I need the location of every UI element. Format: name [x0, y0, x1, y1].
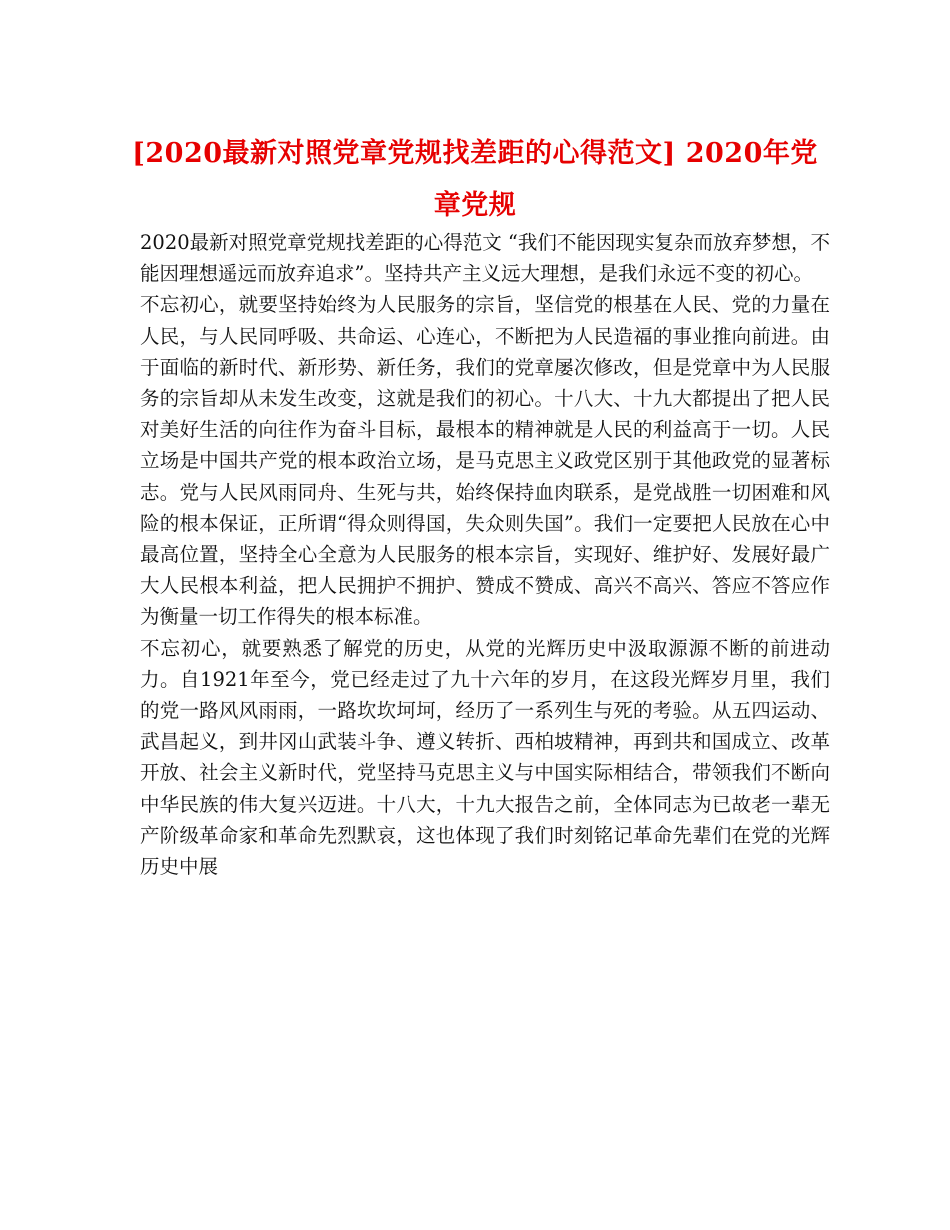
- document-title: [2020最新对照党章党规找差距的心得范文] 2020年党章党规: [132, 138, 818, 221]
- paragraph-2: 不忘初心，就要坚持始终为人民服务的宗旨，坚信党的根基在人民、党的力量在人民，与人民同呼吸、共命运、心连心，不断把为人民造福的事业推向前进。由于面临的新时代、新形势、新任务，我们的党章屡次修改，但是党章中为人民服务的宗旨却从未发生改变，这就是我们的初心。十八大、十九大都提出了把人民对美好生活的向往作为奋斗目标，最根本的精神就是人民的利益高于一切。人民立场是中国共产党的根本政治立场，是马克思主义政党区别于其他政党的显著标志。党与人民风雨同舟、生死与共，始终保持血肉联系，是党战胜一切困难和风险的根本保证，正所谓“得众则得国，失众则失国”。我们一定要把人民放在心中最高位置，坚持全心全意为人民服务的根本宗旨，实现好、维护好、发展好最广大人民根本利益，把人民拥护不拥护、赞成不赞成、高兴不高兴、答应不答应作为衡量一切工作得失的根本标准。: [140, 293, 830, 629]
- paragraph-1: 2020最新对照党章党规找差距的心得范文 “我们不能因现实复杂而放弃梦想，不能因理想遥远而放弃追求”。坚持共产主义远大理想，是我们永远不变的初心。: [140, 231, 830, 286]
- paragraph-3: 不忘初心，就要熟悉了解党的历史，从党的光辉历史中汲取源源不断的前进动力。自1921年至今，党已经走过了九十六年的岁月，在这段光辉岁月里，我们的党一路风风雨雨，一路坎坎坷坷，经历了一系列生与死的考验。从五四运动、武昌起义，到井冈山武装斗争、遵义转折、西柏坡精神，再到共和国成立、改革开放、社会主义新时代，党坚持马克思主义与中国实际相结合，带领我们不断向中华民族的伟大复兴迈进。十八大，十九大报告之前，全体同志为已故老一辈无产阶级革命家和革命先烈默哀，这也体现了我们时刻铭记革命先辈们在党的光辉历史中展: [140, 636, 830, 879]
- document-body: [140, 227, 830, 882]
